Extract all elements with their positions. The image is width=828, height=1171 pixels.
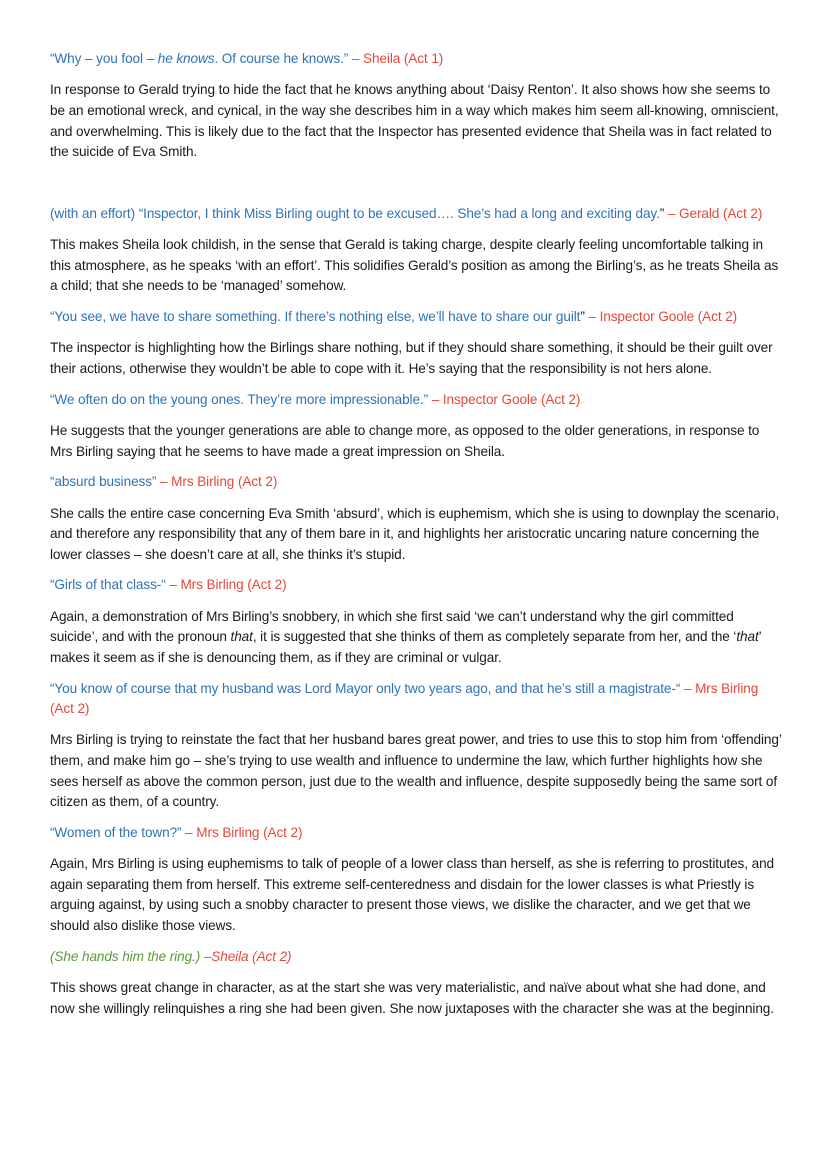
stage-direction-text: (She hands him the ring.) xyxy=(50,948,201,964)
quote-heading xyxy=(50,823,782,843)
analysis-paragraph: Again, Mrs Birling is using euphemisms to talk of people of a lower class than herself, as she is referring to prostitutes, and again separating them from herself. This extreme self-centeredness and disdain for the lower classes is what Priestly is arguing against, by using such a snobby character to present those views, we dislike the character, and we get that we should also dislike those views. xyxy=(50,856,774,933)
analysis-emphasis: that xyxy=(230,629,253,645)
analysis-paragraph: In response to Gerald trying to hide the fact that he knows anything about ‘Daisy Renton’. It also shows how she seems to be an emotional wreck, and cynical, in the way she describes him in a way which makes him seem all-knowing, omniscient, and overwhelming. This is likely due to the fact that the Inspector has presented evidence that Sheila was in fact related to the suicide of Eva Smith. xyxy=(50,82,779,160)
quote-text: “Women of the town?” xyxy=(50,824,182,840)
quote-text: “absurd business” xyxy=(50,474,157,490)
quote-entry-sheila-act1 xyxy=(50,49,782,163)
quote-attribution: – Gerald (Act 2) xyxy=(664,205,763,221)
quote-entry-girls-of-that-class xyxy=(50,575,782,668)
document-page xyxy=(50,49,782,1029)
quote-heading xyxy=(50,307,782,327)
quote-close-mark: ” xyxy=(659,205,665,221)
analysis-paragraph: He suggests that the younger generations are able to change more, as opposed to the older generations, in response to Mrs Birling saying that he seems to have made a great impression on Sheila. xyxy=(50,422,760,459)
quote-entry-gerald-act2 xyxy=(50,204,782,297)
analysis-paragraph: This shows great change in character, as at the start she was very materialistic, and naïve about what she had done, and now she willingly relinquishes a ring she had been given. She now juxtaposes with the character she was at the beginning. xyxy=(50,979,774,1016)
spacer xyxy=(50,173,782,204)
quote-entry-lord-mayor xyxy=(50,679,782,813)
quote-attribution: – Mrs Birling (Act 2) xyxy=(50,680,759,716)
quote-heading xyxy=(50,575,782,595)
quote-heading xyxy=(50,204,782,224)
quote-emphasis: he knows xyxy=(157,51,215,66)
quote-entry-women-of-the-town xyxy=(50,823,782,937)
analysis-paragraph: The inspector is highlighting how the Birlings share nothing, but if they should share something, it should be their guilt over their actions, otherwise they wouldn’t be able to cope with it. He’s saying that the responsibility is not hers alone. xyxy=(50,340,773,376)
quote-heading xyxy=(50,49,782,69)
analysis-text: , it is suggested that she thinks of them as completely separate from her, and the ‘ xyxy=(252,629,737,645)
quote-attribution: – Sheila (Act 1) xyxy=(348,51,444,66)
quote-entry-hands-ring xyxy=(50,947,782,1020)
analysis-text: Again, a demonstration of Mrs Birling’s snobbery, in which she first said ‘we can’t understand why the girl committed suicide’, and with the pronoun xyxy=(50,608,734,645)
quote-attribution: –Sheila (Act 2) xyxy=(200,948,292,964)
quote-text-end: . Of course he knows.” xyxy=(214,51,349,66)
quote-text: “You see, we have to share something. If there’s nothing else, we’ll have to share our guilt xyxy=(50,308,581,324)
quote-close-mark: ” xyxy=(580,308,585,324)
quote-heading xyxy=(50,679,782,720)
quote-attribution: – Mrs Birling (Act 2) xyxy=(181,824,303,840)
quote-entry-absurd-business xyxy=(50,472,782,565)
quote-text: “We often do on the young ones. They’re more impressionable.” xyxy=(50,391,429,407)
quote-attribution: – Inspector Goole (Act 2) xyxy=(584,308,738,324)
quote-text: “You know of course that my husband was Lord Mayor only two years ago, and that he’s still a magistrate-“ xyxy=(50,680,681,696)
quote-entry-inspector-young xyxy=(50,390,782,463)
analysis-paragraph: Mrs Birling is trying to reinstate the fact that her husband bares great power, and tries to use this to stop him from ‘offending’ them, and make him go – she’s trying to use wealth and influence to undermine the law, which further highlights how she sees herself as above the common person, just due to the wealth and influence, despite supposedly being the same sort of citizen as them, of a country. xyxy=(50,732,782,810)
quote-attribution: – Mrs Birling (Act 2) xyxy=(165,577,287,593)
analysis-text: ’ makes it seem as if she is denouncing them, as if they are criminal or vulgar. xyxy=(50,629,762,665)
analysis-paragraph: She calls the entire case concerning Eva Smith ‘absurd’, which is euphemism, which she is using to downplay the scenario, and therefore any responsibility that any of them bare in it, and highlights her aristocratic uncaring nature concerning the lower classes – she doesn’t care at all, she thinks it’s stupid. xyxy=(50,505,780,562)
quote-heading xyxy=(50,947,782,967)
quote-heading xyxy=(50,472,782,492)
quote-attribution: – Inspector Goole (Act 2) xyxy=(428,391,581,407)
quote-heading xyxy=(50,390,782,410)
quote-text: “Why – you fool – xyxy=(50,51,158,66)
analysis-emphasis: that xyxy=(736,629,759,645)
quote-text: “Girls of that class-“ xyxy=(50,577,166,593)
quote-text: (with an effort) “Inspector, I think Miss Birling ought to be excused…. She’s had a long and exciting day. xyxy=(50,205,660,221)
quote-attribution: – Mrs Birling (Act 2) xyxy=(156,474,278,490)
quote-entry-inspector-guilt xyxy=(50,307,782,380)
analysis-paragraph xyxy=(50,607,782,669)
analysis-paragraph: This makes Sheila look childish, in the sense that Gerald is taking charge, despite clearly feeling uncomfortable talking in this atmosphere, as he speaks ‘with an effort’. This solidifies Gerald’s position as among the Birling’s, as he treats Sheila as a child; that she needs to be ‘managed’ somehow. xyxy=(50,237,779,294)
